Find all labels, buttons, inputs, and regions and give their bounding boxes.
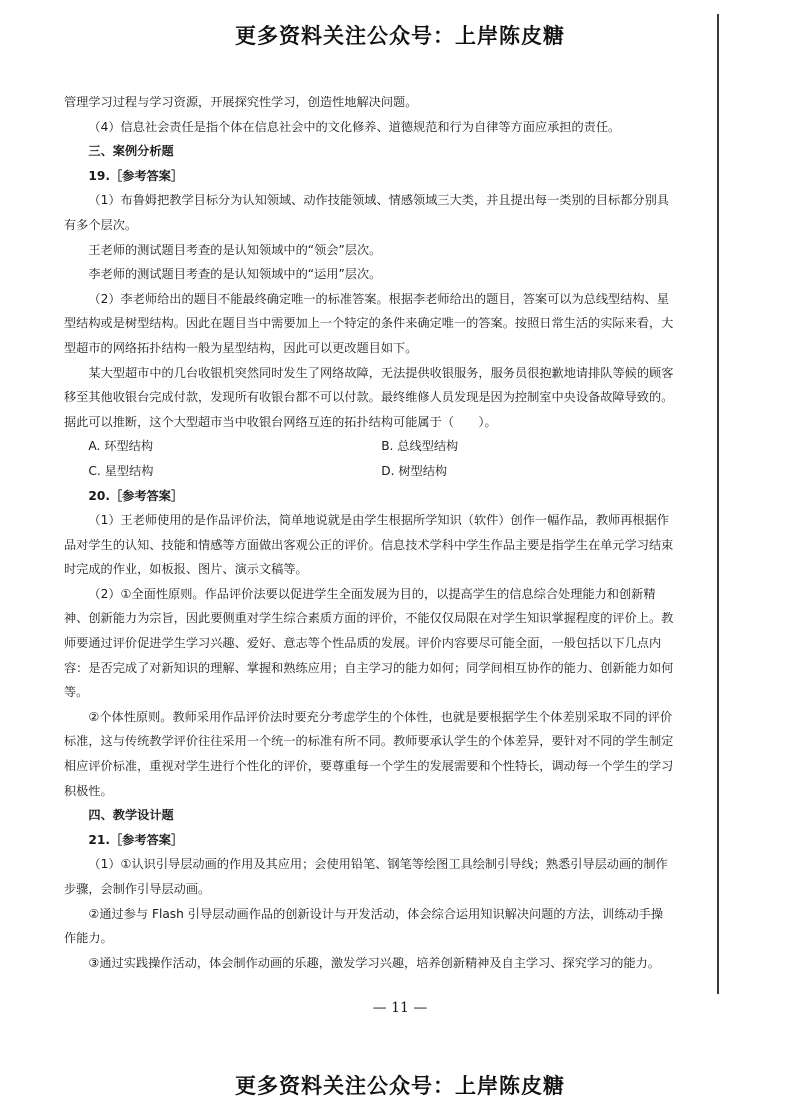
option-c: C. 星型结构 — [88, 463, 154, 478]
section-heading-case-analysis: 三、案例分析题 — [88, 144, 174, 159]
q20-paragraph-3: ②个体性原则。教师采用作品评价法时要充分考虑学生的个体性，也就是要根据学生个体差别采取不同的评价标准，这与传统教学评价往往采用一个统一的标准有所不同。教师要承认学生的个体差异，要针对不同的学生制定相应评价标准，重视对学生进行个性化的评价，要尊重每一个学生的发展需要和个性特长，调动每一个学生的学习积极性。 — [64, 709, 674, 798]
footer-banner: 更多资料关注公众号：上岸陈皮糖 — [235, 1074, 565, 1098]
answer-label-20: 20.［参考答案］ — [88, 488, 184, 503]
answer-options — [64, 434, 674, 483]
option-a: A. 环型结构 — [88, 439, 154, 454]
q19-paragraph-5: 某大型超市中的几台收银机突然同时发生了网络故障，无法提供收银服务，服务员很抱歉地请排队等候的顾客移至其他收银台完成付款，发现所有收银台都不可以付款。最终维修人员发现是因为控制室中央设备故障导致的。据此可以推断，这个大型超市当中收银台网络互连的拓扑结构可能属于（ ）。 — [64, 365, 674, 429]
q21-paragraph-2: ②通过参与 Flash 引导层动画作品的创新设计与开发活动，体会综合运用知识解决问题的方法，训练动手操作能力。 — [64, 906, 664, 946]
section-heading-teaching-design: 四、教学设计题 — [88, 808, 174, 823]
answer-label-19: 19.［参考答案］ — [88, 168, 184, 183]
q19-paragraph-2: 王老师的测试题目考查的是认知领域中的“领会”层次。 — [88, 242, 382, 257]
q20-paragraph-2: （2）①全面性原则。作品评价法要以促进学生全面发展为目的，以提高学生的信息综合处理能力和创新精神、创新能力为宗旨，因此要侧重对学生综合素质方面的评价，不能仅仅局限在对学生知识掌握程度的评价上。教师要通过评价促进学生学习兴趣、爱好、意志等个性品质的发展。评价内容要尽可能全面，一般包括以下几点内容：是否完成了对新知识的理解、掌握和熟练应用；自主学习的能力如何；同学间相互协作的能力、创新能力如何等。 — [64, 586, 674, 700]
page-content — [64, 90, 674, 975]
q19-paragraph-3: 李老师的测试题目考查的是认知领域中的“运用”层次。 — [88, 267, 382, 282]
q20-paragraph-1: （1）王老师使用的是作品评价法，简单地说就是由学生根据所学知识（软件）创作一幅作品，教师再根据作品对学生的认知、技能和情感等方面做出客观公正的评价。信息技术学科中学生作品主要是指学生在单元学习结束时完成的作业，如板报、图片、演示文稿等。 — [64, 513, 674, 577]
q21-paragraph-3: ③通过实践操作活动，体会制作动画的乐趣，激发学习兴趣，培养创新精神及自主学习、探究学习的能力。 — [88, 955, 660, 970]
answer-label-21: 21.［参考答案］ — [88, 832, 184, 847]
header-banner: 更多资料关注公众号：上岸陈皮糖 — [235, 24, 565, 48]
option-b: B. 总线型结构 — [381, 439, 459, 454]
option-d: D. 树型结构 — [381, 463, 448, 478]
paragraph-info-responsibility: （4）信息社会责任是指个体在信息社会中的文化修养、道德规范和行为自律等方面应承担的责任。 — [88, 119, 621, 134]
paragraph-continuation: 管理学习过程与学习资源，开展探究性学习，创造性地解决问题。 — [64, 95, 418, 109]
page-number: — 11 — — [372, 1000, 428, 1016]
margin-rule — [717, 14, 719, 994]
q21-paragraph-1: （1）①认识引导层动画的作用及其应用；会使用铅笔、钢笔等绘图工具绘制引导线；熟悉引导层动画的制作步骤，会制作引导层动画。 — [64, 857, 668, 896]
q19-paragraph-4: （2）李老师给出的题目不能最终确定唯一的标准答案。根据李老师给出的题目，答案可以为总线型结构、星型结构或是树型结构。因此在题目当中需要加上一个特定的条件来确定唯一的答案。按照日常生活的实际来看，大型超市的网络拓扑结构一般为星型结构，因此可以更改题目如下。 — [64, 291, 674, 355]
q19-paragraph-1: （1）布鲁姆把教学目标分为认知领域、动作技能领域、情感领域三大类，并且提出每一类别的目标都分别具有多个层次。 — [64, 193, 669, 232]
